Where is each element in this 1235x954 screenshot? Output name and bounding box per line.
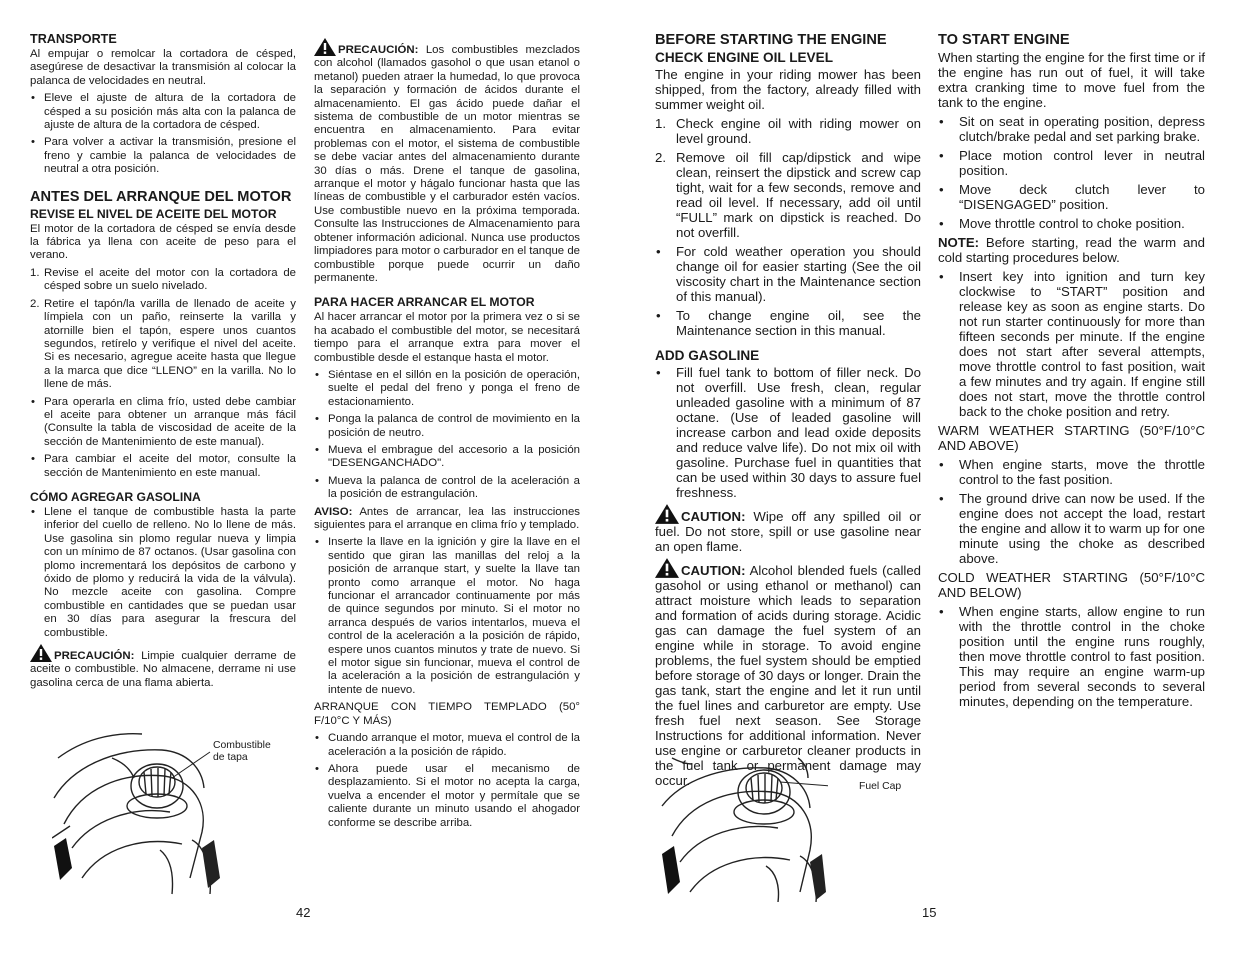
- list-item: • Para volver a activar la transmisión, presione el freno y cambie la palanca de velocidades de neutral a otra posición.: [30, 136, 296, 176]
- caution-spill: [30, 644, 296, 690]
- start-intro-text: Al hacer arrancar el motor por la primera vez o si se ha acabado el combustible del motor, se necesitará tiempo para el arranque extra para mover el combustible desde el estanque hasta el motor.: [314, 311, 580, 364]
- before-start-heading: ANTES DEL ARRANQUE DEL MOTOR: [30, 188, 292, 205]
- page-number: 15: [922, 905, 937, 920]
- warning-icon: [655, 504, 679, 524]
- list-item: • Para cambiar el aceite del motor, consulte la sección de Mantenimiento en este manual.: [30, 453, 296, 480]
- caution-fuel: [314, 38, 580, 285]
- list-item: • Move throttle control to choke position.: [938, 216, 1205, 231]
- start-bullets-2: [938, 269, 1205, 419]
- before-start-heading: BEFORE STARTING THE ENGINE: [655, 32, 887, 48]
- oil-level-subheading: REVISE EL NIVEL DE ACEITE DEL MOTOR: [30, 206, 277, 221]
- list-item: • Fill fuel tank to bottom of filler neck. Do not overfill. Use fresh, clean, regular unleaded gasoline with a minimum of 87 octane. (Use of leaded gasoline will increase carbon and lead oxide deposits and reduce valve life). Do not mix oil with gasoline. Purchase fuel in quantities that can be used within 30 days to assure fuel freshness.: [655, 365, 921, 500]
- list-item: • When engine starts, allow engine to run with the throttle control in the choke position until the engine runs roughly, then move throttle control to fast position. This may require an engine warm-up period from several seconds to several minutes, depending on the temperature.: [938, 604, 1205, 709]
- oil-intro-text: El motor de la cortadora de césped se envía desde la fábrica ya llena con aceite de peso para el verano.: [30, 222, 296, 262]
- oil-steps: [655, 116, 921, 240]
- oil-bullets: [655, 244, 921, 338]
- transport-heading: TRANSPORTE: [30, 32, 117, 46]
- oil-intro-text: The engine in your riding mower has been shipped, from the factory, already filled with summer weight oil.: [655, 67, 921, 112]
- warning-icon: [655, 558, 679, 578]
- list-item: 1. Check engine oil with riding mower on level ground.: [655, 116, 921, 146]
- warning-icon: [30, 644, 52, 662]
- warm-weather-bullets: [938, 457, 1205, 566]
- oil-bullets: [30, 396, 296, 480]
- cold-weather-bullets: [938, 604, 1205, 709]
- list-item: 2. Remove oil fill cap/dipstick and wipe clean, reinsert the dipstick and screw cap tight, wait for a few seconds, remove and read oil level. If necessary, add oil until “FULL” mark on dipstick is reached. Do not overfill.: [655, 150, 921, 240]
- add-gas-heading: CÓMO AGREGAR GASOLINA: [30, 489, 201, 504]
- list-item: • Inserte la llave en la ignición y gire la llave en el sentido que giran las manillas del reloj a la posición de arranque start, y suelte la llave tan pronto como arranque el motor. No haga funcionar el arrancador continuamente por más de quince segundos por minuto. Si el motor no arranca después de varios intentarlos, mueva el control de la aceleración a la posición de rápido, espere unos cuantos minutos y trate de nuevo. Si el motor sigue sin funcionar, mueva el control de la aceleración a la posición de estrangulación y intente de nuevo.: [314, 536, 580, 697]
- list-item: • Llene el tanque de combustible hasta la parte inferior del cuello de relleno. No lo llene de más. Use gasolina sin plomo regular nueva y limpia con un mínimo de 87 octanos. (Usar gasolina con plomo incrementará los depósitos de carbono y óxido de plomo y reducirá la vida de la válvula). No mezcle aceite con gasolina. Compre combustible en cantidades que se puedan usar en 30 días para asegurar la frescura del combustible.: [30, 506, 296, 640]
- start-engine-heading: TO START ENGINE: [938, 32, 1070, 48]
- list-item: • Para operarla en clima frío, usted debe cambiar el aceite para obtener un arranque más fácil (Consulte la tabla de viscosidad de aceite de la sección de Mantenimiento de este manual).: [30, 396, 296, 450]
- page-number: 42: [296, 905, 311, 920]
- right-page-column-2: [938, 28, 1205, 713]
- left-page-column-2: [314, 28, 580, 834]
- caution-text: Los combustibles mezclados con alcohol (llamados gasohol o que usan etanol o metanol) pueden atraer la humedad, lo que provoca la separación y formación de ácidos durante el almacenamiento. El gas ácido puede dañar el sistema de combustible de un motor mientras se encuentra en almacenamiento. Para evitar problemas con el motor, el sistema de combustible se debe vaciar antes del almacenamiento durante 30 días o más. Drene el tanque de gasolina, arranque el motor y hágalo funcionar hasta que las líneas de combustible y el carburador estén vacíos. Use combustible nuevo en la próxima temporada. Consulte las Instrucciones de Almacenamiento para obtener información adicional. Nunca use productos limpiadores para motor o carburador en el tanque de combustible porque puede ocurrir un daño permanente.: [314, 44, 580, 284]
- warm-weather-heading: ARRANQUE CON TIEMPO TEMPLADO (50° F/10°C Y MÁS): [314, 701, 580, 727]
- list-item: • Mueva la palanca de control de la aceleración a la posición de estrangulación.: [314, 475, 580, 502]
- note-text: Before starting, read the warm and cold starting procedures below.: [938, 235, 1205, 265]
- transport-bullets: [30, 92, 296, 176]
- note-label: NOTE:: [938, 235, 980, 250]
- caution-label: CAUTION:: [681, 509, 746, 524]
- start-intro-text: When starting the engine for the first time or if the engine has run out of fuel, it will take extra cranking time to move fuel from the tank to the engine.: [938, 50, 1205, 110]
- start-note: [938, 235, 1205, 265]
- fuel-cap-illustration: [52, 728, 222, 896]
- list-item: • The ground drive can now be used. If the engine does not accept the load, restart the engine and allow it to warm up for one minute using the choke as described above.: [938, 491, 1205, 566]
- caution-label: PRECAUCIÓN:: [54, 650, 135, 663]
- list-item: • Eleve el ajuste de altura de la cortadora de césped a su posición más alta con la palanca de ajuste de altura de la cortadora de césped.: [30, 92, 296, 132]
- oil-steps: [30, 267, 296, 392]
- list-item: • Mueva el embrague del accesorio a la posición "DESENGANCHADO".: [314, 444, 580, 471]
- list-item: • Siéntase en el sillón en la posición de operación, suelte el pedal del freno y ponga el freno de estacionamiento.: [314, 369, 580, 409]
- caution-label: CAUTION:: [681, 563, 746, 578]
- right-page-column-1: [655, 28, 921, 792]
- list-item: • Ponga la palanca de control de movimiento en la posición de neutro.: [314, 413, 580, 440]
- list-item: • Cuando arranque el motor, mueva el control de la aceleración a la posición de rápido.: [314, 732, 580, 759]
- start-note: [314, 506, 580, 533]
- caution-spill: [655, 504, 921, 554]
- add-gas-bullets: [655, 365, 921, 500]
- list-item: • Ahora puede usar el mecanismo de desplazamiento. Si el motor no acepta la carga, vuelva a encender el motor y permítale que se caliente durante un minuto usando el ahogador conforme se describe arriba.: [314, 763, 580, 830]
- left-page-column-1: [30, 28, 296, 694]
- warm-weather-heading: WARM WEATHER STARTING (50°F/10°C AND ABOVE): [938, 423, 1205, 453]
- caution-text: Wipe off any spilled oil or fuel. Do not store, spill or use gasoline near an open flame.: [655, 509, 921, 554]
- add-gas-heading: ADD GASOLINE: [655, 348, 760, 363]
- caution-text: Alcohol blended fuels (called gasohol or using ethanol or methanol) can attract moisture which leads to separation and formation of acids during storage. Acidic gas can damage the fuel system of an engine while in storage. To avoid engine problems, the fuel system should be emptied before storage of 30 days or longer. Drain the gas tank, start the engine and let it run until the fuel lines and carburetor are empty. Use fresh fuel next season. See Storage Instructions for additional information. Never use engine or carburetor cleaner products in the fuel tank or permanent damage may occur.: [655, 563, 922, 788]
- oil-level-subheading: CHECK ENGINE OIL LEVEL: [655, 50, 833, 65]
- caution-label: PRECAUCIÓN:: [338, 44, 419, 56]
- start-bullets: [314, 369, 580, 502]
- caution-text: Limpie cualquier derrame de aceite o combustible. No almacene, derrame ni use gasolina cerca de una flama abierta.: [30, 650, 297, 689]
- list-item: • When engine starts, move the throttle control to the fast position.: [938, 457, 1205, 487]
- fuel-cap-callout: Combustible de tapa: [213, 740, 271, 763]
- fuel-cap-illustration: [658, 752, 828, 902]
- warning-icon: [314, 38, 336, 56]
- list-item: • Move deck clutch lever to “DISENGAGED” position.: [938, 182, 1205, 212]
- list-item: • Insert key into ignition and turn key clockwise to “START” position and release key as soon as engine starts. Do not run starter continuously for more than fifteen seconds per minute. If the engine does not start after several attempts, move throttle control to fast position, wait a few minutes and try again. If engine still does not start, move the throttle control back to the choke position and retry.: [938, 269, 1205, 419]
- note-text: Antes de arrancar, lea las instrucciones siguientes para el arranque en clima frío y templado.: [314, 505, 580, 531]
- warm-weather-bullets: [314, 732, 580, 830]
- list-item: 2. Retire el tapón/la varilla de llenado de aceite y límpiela con un paño, reinserte la varilla y atornille bien el tapón, espere unos cuantos segundos, retírelo y verifique el nivel del aceite. Si es necesario, agregue aceite hasta que llegue a la marca que dice “LLENO” en la varilla. No lo llene de más.: [30, 297, 296, 391]
- start-engine-heading: PARA HACER ARRANCAR EL MOTOR: [314, 295, 535, 310]
- fuel-cap-callout: Fuel Cap: [859, 781, 902, 792]
- cold-weather-heading: COLD WEATHER STARTING (50°F/10°C AND BELOW): [938, 570, 1205, 600]
- note-label: AVISO:: [314, 505, 353, 518]
- list-item: • Sit on seat in operating position, depress clutch/brake pedal and set parking brake.: [938, 114, 1205, 144]
- list-item: • Place motion control lever in neutral position.: [938, 148, 1205, 178]
- transport-text: Al empujar o remolcar la cortadora de césped, asegúrese de desactivar la transmisión al colocar la palanca de velocidades en neutral.: [30, 48, 296, 87]
- list-item: • For cold weather operation you should change oil for easier starting (See the oil viscosity chart in the Maintenance section of this manual).: [655, 244, 921, 304]
- add-gas-bullets: [30, 506, 296, 640]
- list-item: 1. Revise el aceite del motor con la cortadora de césped sobre un suelo nivelado.: [30, 266, 296, 293]
- start-bullets-2: [314, 536, 580, 697]
- start-bullets: [938, 114, 1205, 231]
- list-item: • To change engine oil, see the Maintenance section in this manual.: [655, 308, 921, 338]
